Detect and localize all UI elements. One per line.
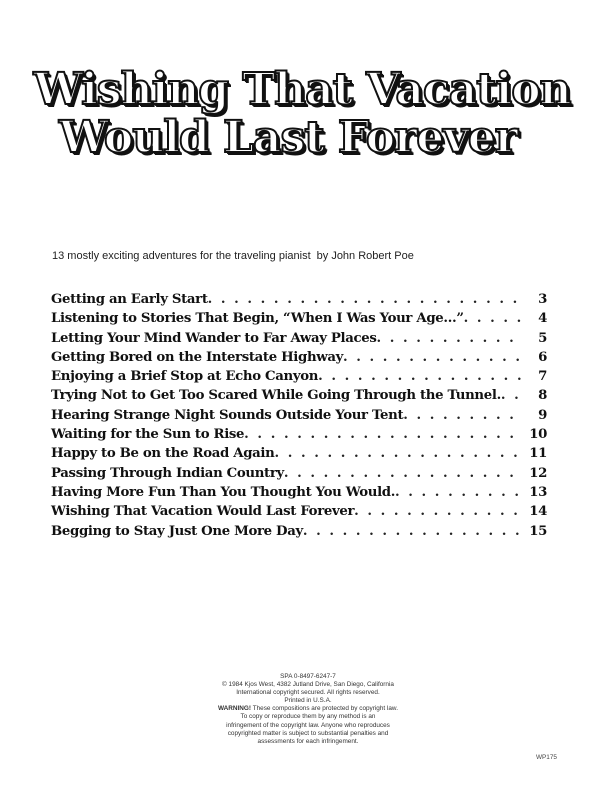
toc-entry-title: Begging to Stay Just One More Day <box>51 523 303 539</box>
toc-entry <box>51 408 547 427</box>
toc-entry-title: Hearing Strange Night Sounds Outside Your Tent <box>51 407 404 423</box>
toc-entry-page: 6 <box>538 349 547 365</box>
toc-entry-page: 14 <box>529 504 547 520</box>
toc-entry-page: 7 <box>538 369 547 385</box>
toc-entry-page: 15 <box>529 523 547 539</box>
toc-entry <box>51 446 547 465</box>
toc-entry <box>51 466 547 485</box>
toc-entry-page: 5 <box>538 330 547 346</box>
table-of-contents <box>51 292 547 543</box>
copyright-line: © 1984 Kjos West, 4382 Jutland Drive, San Diego, California <box>222 681 394 689</box>
toc-leader-dots <box>208 292 521 307</box>
printed-line: Printed in U.S.A. <box>284 697 332 705</box>
warning-line-4: copyrighted matter is subject to substantial penalties and <box>227 729 389 737</box>
toc-leader-dots <box>274 446 521 461</box>
toc-entry <box>51 524 547 543</box>
toc-entry-page: 9 <box>538 407 547 423</box>
toc-entry <box>51 388 547 407</box>
catalog-code: WP175 <box>536 754 557 761</box>
warning-text: These compositions are protected by copyright law. <box>252 705 398 713</box>
toc-entry <box>51 331 547 350</box>
colophon <box>196 673 420 746</box>
warning-line-5: assessments for each infringement. <box>257 737 359 745</box>
subtitle-author: by John Robert Poe <box>316 250 414 262</box>
toc-leader-dots <box>403 408 521 423</box>
warning-line-3: infringement of the copyright law. Anyone who reproduces <box>226 721 390 729</box>
toc-entry <box>51 504 547 523</box>
toc-entry-title: Happy to Be on the Road Again <box>51 446 275 462</box>
toc-entry <box>51 369 547 388</box>
toc-entry-page: 4 <box>538 311 547 327</box>
warning-label: WARNING! <box>218 705 252 713</box>
toc-entry <box>51 350 547 369</box>
toc-leader-dots <box>343 350 521 365</box>
title-line-1: Wishing That Vacation <box>33 64 571 115</box>
toc-entry-title: Getting Bored on the Interstate Highway <box>51 349 343 365</box>
toc-entry <box>51 292 547 311</box>
toc-leader-dots <box>284 466 521 481</box>
toc-entry-title: Getting an Early Start <box>51 292 208 307</box>
toc-leader-dots <box>501 388 521 403</box>
toc-entry-title: Wishing That Vacation Would Last Forever <box>51 504 355 520</box>
toc-leader-dots <box>244 427 521 442</box>
toc-leader-dots <box>395 485 521 500</box>
toc-entry <box>51 485 547 504</box>
toc-entry-page: 11 <box>529 446 547 462</box>
rights-line: International copyright secured. All rights reserved. <box>236 689 380 697</box>
toc-entry-page: 13 <box>529 484 547 500</box>
toc-entry-title: Letting Your Mind Wander to Far Away Places <box>51 330 377 346</box>
toc-entry-page: 12 <box>529 465 547 481</box>
toc-entry-title: Enjoying a Brief Stop at Echo Canyon <box>51 369 319 385</box>
warning-line-2: To copy or reproduce them by any method is an <box>240 713 376 721</box>
toc-entry-title: Listening to Stories That Begin, “When I Was Your Age…” <box>51 311 464 327</box>
toc-leader-dots <box>354 504 521 519</box>
toc-leader-dots <box>318 369 521 384</box>
toc-entry-page: 3 <box>538 292 547 307</box>
toc-entry-title: Waiting for the Sun to Rise <box>51 427 245 443</box>
toc-entry-title: Trying Not to Get Too Scared While Going Through the Tunnel. <box>51 388 501 404</box>
warning-line <box>196 705 420 713</box>
toc-entry <box>51 427 547 446</box>
toc-entry-page: 10 <box>529 427 547 443</box>
toc-entry-title: Passing Through Indian Country <box>51 465 284 481</box>
toc-leader-dots <box>464 311 521 326</box>
subtitle <box>52 250 414 262</box>
isbn: SPA 0-8497-6247-7 <box>280 673 336 680</box>
toc-leader-dots <box>377 331 521 346</box>
toc-leader-dots <box>303 524 521 539</box>
title-line-2: Would Last Forever <box>59 112 517 163</box>
toc-entry <box>51 311 547 330</box>
toc-entry-title: Having More Fun Than You Thought You Would. <box>51 484 396 500</box>
toc-entry-page: 8 <box>538 388 547 404</box>
subtitle-description: 13 mostly exciting adventures for the traveling pianist <box>52 250 311 262</box>
